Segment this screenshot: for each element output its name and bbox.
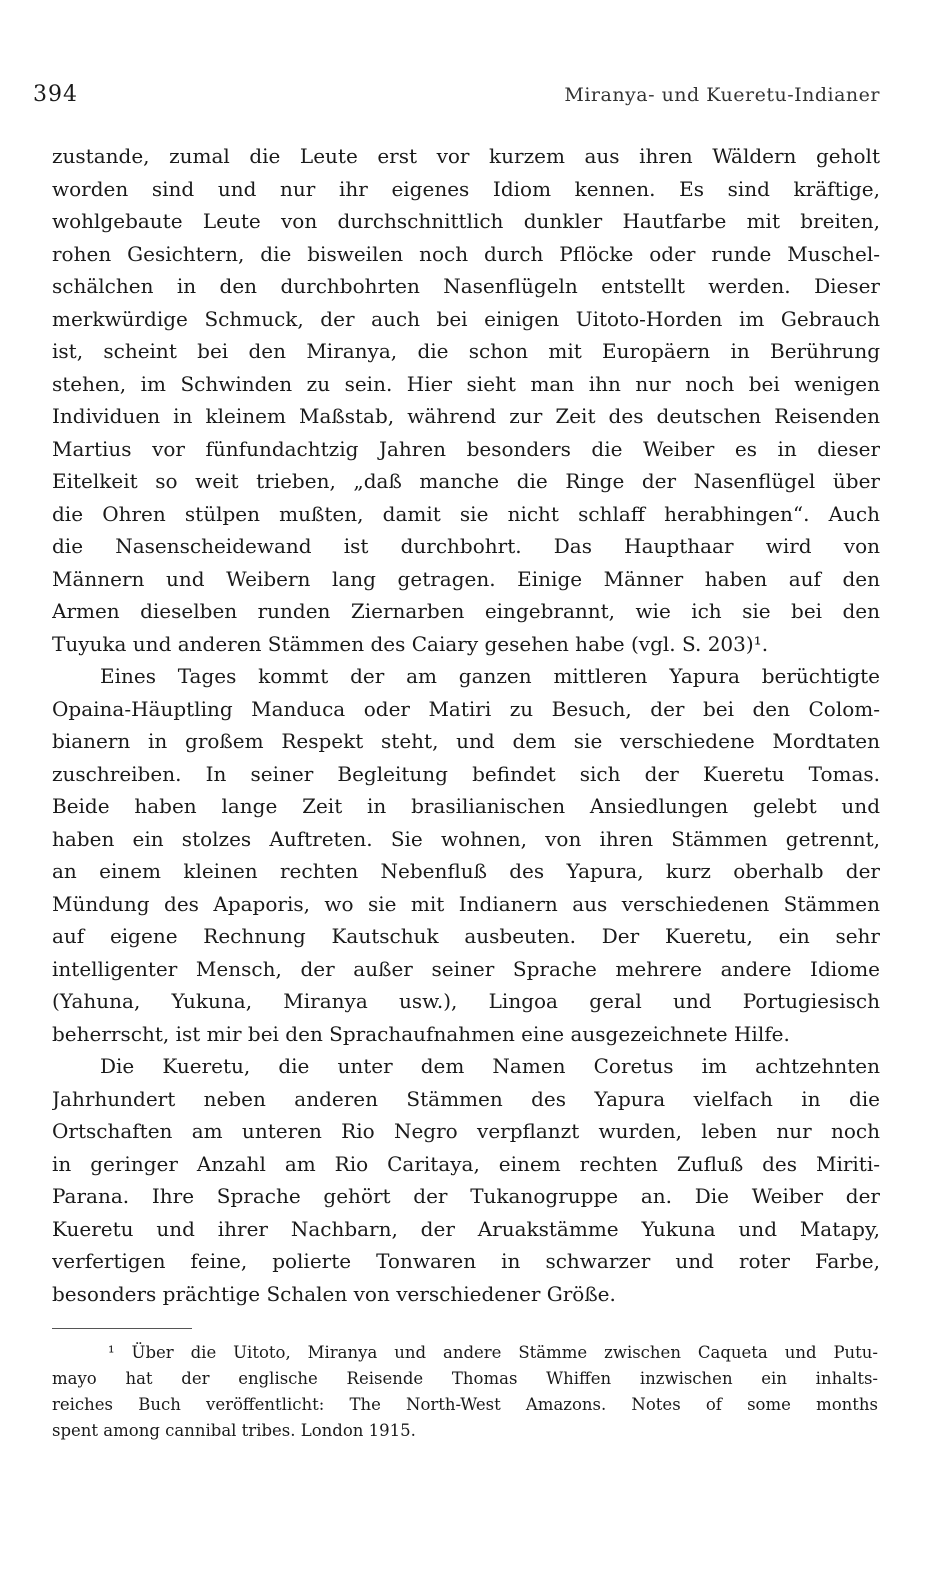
page-number: 394 xyxy=(33,82,78,107)
footnote-line: ¹ Über die Uitoto, Miranya und andere Stämme zwischen Caqueta und Putu- xyxy=(108,1343,878,1362)
text-line: in geringer Anzahl am Rio Caritaya, einem rechten Zufluß des Miriti- xyxy=(52,1151,880,1176)
text-line: zustande, zumal die Leute erst vor kurzem aus ihren Wäldern geholt xyxy=(52,144,880,168)
page-header xyxy=(33,82,880,116)
text-line: Mündung des Apaporis, wo sie mit Indianern aus verschiedenen Stämmen xyxy=(52,891,880,916)
text-line: Armen dieselben runden Ziernarben eingebrannt, wie ich sie bei den xyxy=(52,599,880,623)
footnote xyxy=(52,1340,878,1444)
text-line: bianern in großem Respekt steht, und dem sie verschiedene Mordtaten xyxy=(52,729,880,753)
footnote-line: mayo hat der englische Reisende Thomas Whiffen inzwischen ein inhalts- xyxy=(52,1369,878,1388)
text-line: Ortschaften am unteren Rio Negro verpflanzt wurden, leben nur noch xyxy=(52,1119,880,1143)
text-line: verfertigen feine, polierte Tonwaren in schwarzer und roter Farbe, xyxy=(52,1249,880,1273)
paragraph-start-line: Eines Tages kommt der am ganzen mittleren Yapura berüchtigte xyxy=(100,664,880,688)
text-line: Parana. Ihre Sprache gehört der Tukanogruppe an. Die Weiber der xyxy=(52,1184,880,1208)
running-title: Miranya- und Kueretu-Indianer xyxy=(564,84,880,106)
text-line: wohlgebaute Leute von durchschnittlich dunkler Hautfarbe mit breiten, xyxy=(52,209,880,233)
text-line: stehen, im Schwinden zu sein. Hier sieht man ihn nur noch bei wenigen xyxy=(52,371,880,396)
text-line: an einem kleinen rechten Nebenfluß des Yapura, kurz oberhalb der xyxy=(52,859,880,883)
text-line: Individuen in kleinem Maßstab, während zur Zeit des deutschen Reisenden xyxy=(52,404,880,428)
text-line: besonders prächtige Schalen von verschiedener Größe. xyxy=(52,1281,616,1306)
text-line: Beide haben lange Zeit in brasilianischen Ansiedlungen gelebt und xyxy=(52,794,880,818)
text-line: Martius vor fünfundachtzig Jahren besonders die Weiber es in dieser xyxy=(52,436,880,461)
text-line: merkwürdige Schmuck, der auch bei einigen Uitoto-Horden im Gebrauch xyxy=(52,306,880,331)
text-line: die Nasenscheidewand ist durchbohrt. Das Haupthaar wird von xyxy=(52,534,880,558)
text-line: schälchen in den durchbohrten Nasenflügeln entstellt werden. Dieser xyxy=(52,274,880,298)
footnote-divider xyxy=(52,1328,192,1329)
text-line: beherrscht, ist mir bei den Sprachaufnahmen eine ausgezeichnete Hilfe. xyxy=(52,1021,790,1046)
text-line: zuschreiben. In seiner Begleitung befindet sich der Kueretu Tomas. xyxy=(52,761,880,786)
text-line: Jahrhundert neben anderen Stämmen des Yapura vielfach in die xyxy=(52,1086,880,1111)
paragraph-start-line: Die Kueretu, die unter dem Namen Coretus im achtzehnten xyxy=(100,1054,880,1078)
footnote-line: spent among cannibal tribes. London 1915. xyxy=(52,1421,416,1440)
text-line: Kueretu und ihrer Nachbarn, der Aruakstämme Yukuna und Matapy, xyxy=(52,1216,880,1241)
text-line: (Yahuna, Yukuna, Miranya usw.), Lingoa geral und Portugiesisch xyxy=(52,989,880,1013)
text-line: Männern und Weibern lang getragen. Einige Männer haben auf den xyxy=(52,566,880,591)
text-line: worden sind und nur ihr eigenes Idiom kennen. Es sind kräftige, xyxy=(52,176,880,201)
text-line: intelligenter Mensch, der außer seiner Sprache mehrere andere Idiome xyxy=(52,956,880,981)
text-line: haben ein stolzes Auftreten. Sie wohnen, von ihren Stämmen getrennt, xyxy=(52,826,880,851)
text-line: Eitelkeit so weit trieben, „daß manche die Ringe der Nasenflügel über xyxy=(52,469,880,493)
text-line: Tuyuka und anderen Stämmen des Caiary gesehen habe (vgl. S. 203)¹. xyxy=(52,631,769,656)
text-line: auf eigene Rechnung Kautschuk ausbeuten. Der Kueretu, ein sehr xyxy=(52,924,880,948)
text-line: ist, scheint bei den Miranya, die schon mit Europäern in Berührung xyxy=(52,339,880,363)
text-line: die Ohren stülpen mußten, damit sie nicht schlaff herabhingen“. Auch xyxy=(52,501,880,526)
text-line: rohen Gesichtern, die bisweilen noch durch Pflöcke oder runde Muschel- xyxy=(52,241,880,266)
footnote-line: reiches Buch veröffentlicht: The North-West Amazons. Notes of some months xyxy=(52,1395,878,1414)
text-line: Opaina-Häuptling Manduca oder Matiri zu Besuch, der bei den Colom- xyxy=(52,696,880,721)
body-text xyxy=(52,140,880,1310)
